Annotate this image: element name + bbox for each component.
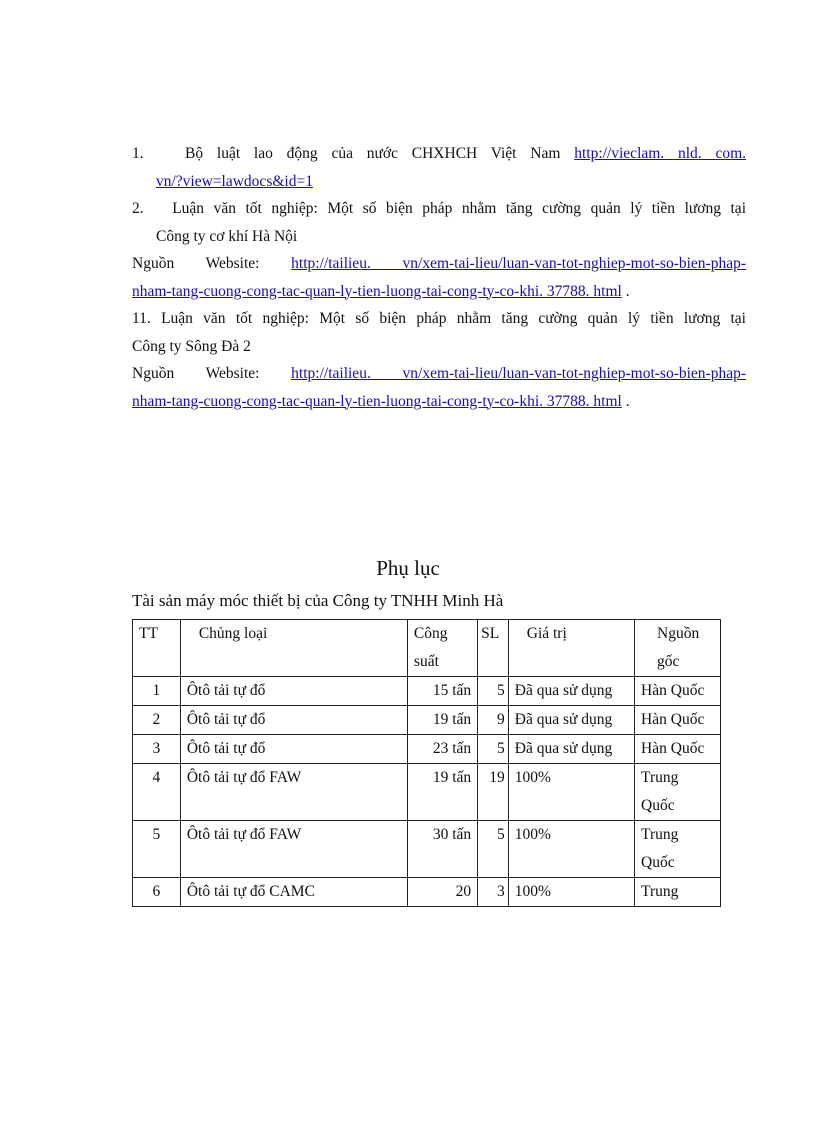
reference-2-period: . [625, 282, 630, 300]
cell-value: Đã qua sử dụng [508, 735, 634, 764]
cell-tt: 4 [133, 764, 181, 821]
reference-11-source-line-1 [132, 360, 746, 388]
cell-value: 100% [508, 764, 634, 821]
reference-2-text-cont: Công ty cơ khí Hà Nội [156, 227, 298, 245]
reference-11-text-cont: Công ty Sông Đà 2 [132, 337, 251, 355]
reference-1-number: 1. [132, 145, 144, 162]
header-type: Chủng loại [180, 620, 407, 677]
reference-2-link[interactable]: http://tailieu. vn/xem-tai-lieu/luan-van-tot-nghiep-mot-so-bien-phap- [291, 255, 746, 272]
reference-11-source-line-2 [132, 388, 746, 416]
reference-2-source-line-1 [132, 250, 746, 278]
cell-qty: 3 [478, 878, 509, 907]
cell-value: 100% [508, 821, 634, 878]
reference-11-text: 11. Luận văn tốt nghiệp: Một số biện pháp nhằm tăng cường quản lý tiền lương tại [132, 310, 746, 327]
cell-tt: 5 [133, 821, 181, 878]
reference-2-line-2 [132, 223, 746, 251]
cell-origin: Hàn Quốc [635, 677, 721, 706]
cell-qty: 5 [478, 821, 509, 878]
reference-1-line-2 [132, 168, 746, 196]
reference-2-line-1 [132, 195, 746, 223]
reference-11-line-2 [132, 333, 746, 361]
header-value: Giá trị [508, 620, 634, 677]
cell-type: Ôtô tải tự đổ [180, 706, 407, 735]
cell-tt: 2 [133, 706, 181, 735]
table-row [133, 821, 721, 878]
reference-2-link-cont[interactable]: nham-tang-cuong-cong-tac-quan-ly-tien-luong-tai-cong-ty-co-khi. 37788. html [132, 282, 622, 300]
table-row [133, 706, 721, 735]
table-header-row [133, 620, 721, 677]
reference-2-text: Luận văn tốt nghiệp: Một số biện pháp nhằm tăng cường quản lý tiền lương tại [172, 200, 746, 217]
cell-origin: Hàn Quốc [635, 735, 721, 764]
header-power: Công suất [407, 620, 477, 677]
header-origin: Nguồn gốc [635, 620, 721, 677]
cell-origin: Hàn Quốc [635, 706, 721, 735]
cell-type: Ôtô tải tự đổ CAMC [180, 878, 407, 907]
cell-qty: 5 [478, 735, 509, 764]
cell-power: 15 tấn [407, 677, 477, 706]
cell-value: Đã qua sử dụng [508, 706, 634, 735]
assets-table [132, 619, 721, 907]
appendix-title: Phụ lục [376, 556, 440, 580]
reference-1-link[interactable]: http://vieclam. nld. com. [574, 145, 747, 162]
cell-type: Ôtô tải tự đổ FAW [180, 821, 407, 878]
cell-power: 19 tấn [407, 764, 477, 821]
cell-origin: Trung Quốc [635, 764, 721, 821]
header-qty: SL [478, 620, 509, 677]
table-row [133, 764, 721, 821]
table-row [133, 878, 721, 907]
reference-1-link-cont[interactable]: vn/?view=lawdocs&id=1 [156, 172, 313, 190]
cell-origin: Trung [635, 878, 721, 907]
reference-2-source-label: Nguồn Website: [132, 255, 260, 272]
table-body [133, 677, 721, 907]
cell-type: Ôtô tải tự đổ [180, 735, 407, 764]
cell-type: Ôtô tải tự đổ FAW [180, 764, 407, 821]
cell-qty: 19 [478, 764, 509, 821]
cell-tt: 6 [133, 878, 181, 907]
cell-value: 100% [508, 878, 634, 907]
table-row [133, 677, 721, 706]
cell-power: 23 tấn [407, 735, 477, 764]
cell-tt: 1 [133, 677, 181, 706]
reference-11-link-cont[interactable]: nham-tang-cuong-cong-tac-quan-ly-tien-luong-tai-cong-ty-co-khi. 37788. html [132, 392, 622, 410]
cell-value: Đã qua sử dụng [508, 677, 634, 706]
reference-2-source-line-2 [132, 278, 746, 306]
cell-power: 30 tấn [407, 821, 477, 878]
cell-power: 19 tấn [407, 706, 477, 735]
reference-1-line-1 [132, 140, 746, 168]
reference-1-text: Bộ luật lao động của nước CHXHCH Việt Nam [185, 145, 561, 162]
cell-tt: 3 [133, 735, 181, 764]
reference-11-source-label: Nguồn Website: [132, 365, 260, 382]
table-caption: Tài sản máy móc thiết bị của Công ty TNHH Minh Hà [132, 591, 504, 610]
cell-qty: 5 [478, 677, 509, 706]
cell-power: 20 [407, 878, 477, 907]
table-row [133, 735, 721, 764]
reference-11-line-1 [132, 305, 746, 333]
references-section [132, 140, 746, 415]
reference-11-link[interactable]: http://tailieu. vn/xem-tai-lieu/luan-van-tot-nghiep-mot-so-bien-phap- [291, 365, 746, 382]
cell-origin: Trung Quốc [635, 821, 721, 878]
reference-2-number: 2. [132, 200, 144, 217]
reference-11-period: . [625, 392, 630, 410]
header-tt: TT [133, 620, 181, 677]
cell-type: Ôtô tải tự đổ [180, 677, 407, 706]
cell-qty: 9 [478, 706, 509, 735]
